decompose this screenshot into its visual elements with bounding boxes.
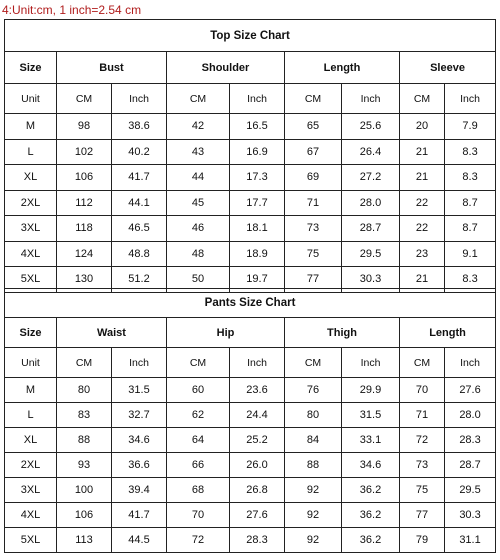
value-cell: 51.2 [112,267,167,293]
size-cell: 4XL [5,503,57,528]
value-cell: 130 [57,267,112,293]
column-header: Bust [57,52,167,84]
value-cell: 28.7 [445,453,496,478]
value-cell: 48.8 [112,241,167,267]
value-cell: 8.7 [445,216,496,242]
value-cell: 77 [400,503,445,528]
value-cell: 8.7 [445,190,496,216]
value-cell: 16.5 [230,114,285,140]
value-cell: 76 [285,378,342,403]
table-row [5,139,496,165]
value-cell: 8.3 [445,267,496,293]
value-cell: 28.3 [445,428,496,453]
value-cell: 71 [285,190,342,216]
unit-cell: CM [57,348,112,378]
size-cell: 2XL [5,453,57,478]
column-header: Shoulder [167,52,285,84]
value-cell: 40.2 [112,139,167,165]
table-row [5,503,496,528]
size-cell: 3XL [5,216,57,242]
value-cell: 72 [400,428,445,453]
value-cell: 27.6 [230,503,285,528]
value-cell: 72 [167,528,230,553]
unit-cell: CM [400,348,445,378]
unit-cell: Unit [5,348,57,378]
column-header: Length [285,52,400,84]
value-cell: 70 [400,378,445,403]
value-cell: 60 [167,378,230,403]
value-cell: 16.9 [230,139,285,165]
unit-cell: Inch [230,348,285,378]
value-cell: 26.0 [230,453,285,478]
value-cell: 67 [285,139,342,165]
value-cell: 29.5 [445,478,496,503]
chart-title: Pants Size Chart [5,289,496,318]
value-cell: 65 [285,114,342,140]
column-header: Length [400,318,496,348]
value-cell: 8.3 [445,165,496,191]
value-cell: 21 [400,165,445,191]
value-cell: 28.7 [342,216,400,242]
size-cell: M [5,378,57,403]
unit-cell: Inch [112,348,167,378]
value-cell: 92 [285,528,342,553]
value-cell: 25.6 [342,114,400,140]
chart-title-row [5,289,496,318]
value-cell: 102 [57,139,112,165]
value-cell: 25.2 [230,428,285,453]
value-cell: 31.5 [342,403,400,428]
size-cell: 3XL [5,478,57,503]
header-row [5,318,496,348]
value-cell: 17.7 [230,190,285,216]
value-cell: 17.3 [230,165,285,191]
value-cell: 70 [167,503,230,528]
value-cell: 44.1 [112,190,167,216]
unit-row [5,84,496,114]
value-cell: 93 [57,453,112,478]
value-cell: 23 [400,241,445,267]
value-cell: 39.4 [112,478,167,503]
value-cell: 34.6 [342,453,400,478]
column-header: Size [5,52,57,84]
table-row [5,453,496,478]
value-cell: 31.5 [112,378,167,403]
value-cell: 106 [57,503,112,528]
table-row [5,528,496,553]
value-cell: 28.3 [230,528,285,553]
table-row [5,478,496,503]
value-cell: 66 [167,453,230,478]
value-cell: 45 [167,190,230,216]
table-row [5,378,496,403]
size-cell: 2XL [5,190,57,216]
value-cell: 64 [167,428,230,453]
value-cell: 124 [57,241,112,267]
value-cell: 73 [285,216,342,242]
top-size-chart [4,19,496,293]
value-cell: 29.5 [342,241,400,267]
table-row [5,165,496,191]
value-cell: 28.0 [342,190,400,216]
column-header: Size [5,318,57,348]
unit-cell: CM [57,84,112,114]
value-cell: 80 [57,378,112,403]
size-cell: L [5,139,57,165]
value-cell: 26.4 [342,139,400,165]
value-cell: 75 [400,478,445,503]
value-cell: 18.9 [230,241,285,267]
size-cell: 5XL [5,267,57,293]
table-row [5,403,496,428]
value-cell: 84 [285,428,342,453]
size-cell: XL [5,428,57,453]
value-cell: 92 [285,478,342,503]
value-cell: 112 [57,190,112,216]
value-cell: 22 [400,190,445,216]
value-cell: 50 [167,267,230,293]
table-row [5,114,496,140]
value-cell: 88 [57,428,112,453]
column-header: Hip [167,318,285,348]
value-cell: 30.3 [342,267,400,293]
table-row [5,190,496,216]
value-cell: 9.1 [445,241,496,267]
value-cell: 42 [167,114,230,140]
value-cell: 31.1 [445,528,496,553]
value-cell: 73 [400,453,445,478]
table-row [5,241,496,267]
unit-cell: CM [167,84,230,114]
value-cell: 44 [167,165,230,191]
unit-cell: Inch [342,348,400,378]
header-row [5,52,496,84]
size-cell: 4XL [5,241,57,267]
value-cell: 27.6 [445,378,496,403]
value-cell: 79 [400,528,445,553]
size-cell: M [5,114,57,140]
value-cell: 92 [285,503,342,528]
value-cell: 83 [57,403,112,428]
value-cell: 7.9 [445,114,496,140]
value-cell: 30.3 [445,503,496,528]
value-cell: 75 [285,241,342,267]
value-cell: 26.8 [230,478,285,503]
value-cell: 33.1 [342,428,400,453]
size-cell: L [5,403,57,428]
value-cell: 32.7 [112,403,167,428]
size-cell: XL [5,165,57,191]
unit-cell: CM [167,348,230,378]
value-cell: 41.7 [112,165,167,191]
value-cell: 36.2 [342,503,400,528]
unit-cell: Inch [230,84,285,114]
value-cell: 88 [285,453,342,478]
unit-cell: Inch [445,348,496,378]
value-cell: 23.6 [230,378,285,403]
value-cell: 100 [57,478,112,503]
value-cell: 38.6 [112,114,167,140]
unit-cell: Inch [445,84,496,114]
value-cell: 21 [400,267,445,293]
column-header: Waist [57,318,167,348]
unit-row [5,348,496,378]
unit-cell: CM [285,348,342,378]
chart-title-row [5,20,496,52]
value-cell: 24.4 [230,403,285,428]
unit-cell: CM [400,84,445,114]
unit-cell: CM [285,84,342,114]
value-cell: 41.7 [112,503,167,528]
value-cell: 62 [167,403,230,428]
value-cell: 68 [167,478,230,503]
value-cell: 98 [57,114,112,140]
value-cell: 20 [400,114,445,140]
value-cell: 22 [400,216,445,242]
value-cell: 36.6 [112,453,167,478]
value-cell: 36.2 [342,528,400,553]
value-cell: 77 [285,267,342,293]
column-header: Thigh [285,318,400,348]
chart-title: Top Size Chart [5,20,496,52]
value-cell: 28.0 [445,403,496,428]
value-cell: 80 [285,403,342,428]
value-cell: 118 [57,216,112,242]
value-cell: 36.2 [342,478,400,503]
value-cell: 46 [167,216,230,242]
unit-cell: Inch [112,84,167,114]
unit-cell: Inch [342,84,400,114]
size-cell: 5XL [5,528,57,553]
value-cell: 44.5 [112,528,167,553]
value-cell: 29.9 [342,378,400,403]
value-cell: 71 [400,403,445,428]
value-cell: 18.1 [230,216,285,242]
value-cell: 48 [167,241,230,267]
value-cell: 106 [57,165,112,191]
unit-cell: Unit [5,84,57,114]
value-cell: 34.6 [112,428,167,453]
value-cell: 8.3 [445,139,496,165]
column-header: Sleeve [400,52,496,84]
value-cell: 46.5 [112,216,167,242]
value-cell: 43 [167,139,230,165]
value-cell: 21 [400,139,445,165]
value-cell: 69 [285,165,342,191]
value-cell: 27.2 [342,165,400,191]
value-cell: 113 [57,528,112,553]
table-row [5,216,496,242]
value-cell: 19.7 [230,267,285,293]
pants-size-chart [4,288,496,553]
unit-note: 4:Unit:cm, 1 inch=2.54 cm [2,3,142,17]
table-row [5,428,496,453]
